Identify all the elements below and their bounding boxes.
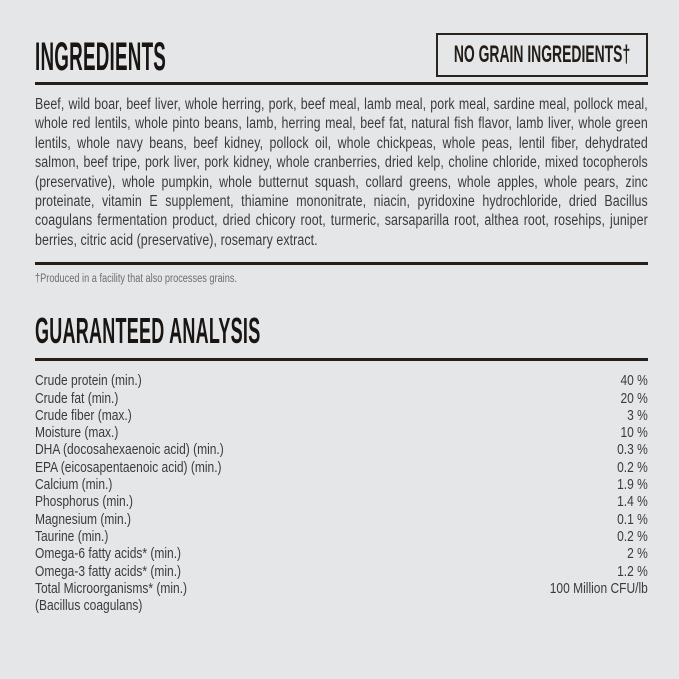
mid-divider <box>35 262 648 265</box>
analysis-row-value: 0.3 % <box>617 441 648 459</box>
analysis-row-value: 2 % <box>627 545 648 563</box>
analysis-row-label: Omega-3 fatty acids* (min.) <box>35 562 182 580</box>
analysis-divider <box>35 358 648 361</box>
analysis-row <box>35 580 648 597</box>
analysis-row <box>35 493 648 510</box>
analysis-row <box>35 528 648 545</box>
ingredients-header <box>35 33 648 78</box>
analysis-row <box>35 563 648 580</box>
analysis-row-label: Crude fiber (max.) <box>35 406 132 424</box>
analysis-row-value: 0.2 % <box>617 527 648 545</box>
analysis-row <box>35 459 648 476</box>
no-grain-badge <box>436 33 648 77</box>
analysis-row <box>35 545 648 562</box>
no-grain-badge-label: NO GRAIN INGREDIENTS† <box>453 41 631 68</box>
analysis-row-label: Crude fat (min.) <box>35 389 119 407</box>
analysis-row <box>35 407 648 424</box>
analysis-row <box>35 372 648 389</box>
analysis-row-value: 1.4 % <box>617 493 648 511</box>
analysis-row-label: Taurine (min.) <box>35 527 109 545</box>
analysis-row-value: 1.9 % <box>617 476 648 494</box>
analysis-row-label: Crude protein (min.) <box>35 372 142 390</box>
analysis-row-value: 10 % <box>620 424 648 442</box>
guaranteed-analysis-title: GUARANTEED ANALYSIS <box>35 310 261 352</box>
analysis-table <box>35 372 648 614</box>
grain-footnote: †Produced in a facility that also processes grains. <box>35 273 237 286</box>
analysis-row-value: 0.2 % <box>617 458 648 476</box>
analysis-row-label: Moisture (max.) <box>35 424 119 442</box>
analysis-row-value <box>438 597 647 614</box>
analysis-row-label: Phosphorus (min.) <box>35 493 134 511</box>
analysis-row-label: EPA (eicosapentaenoic acid) (min.) <box>35 458 222 476</box>
analysis-section <box>35 372 648 614</box>
analysis-row-label: DHA (docosahexaenoic acid) (min.) <box>35 441 224 459</box>
analysis-row <box>35 390 648 407</box>
ingredients-text: Beef, wild boar, beef liver, whole herring, pork, beef meal, lamb meal, pork meal, sardine meal, pollock meal, whole red lentils, whole pinto beans, lamb, herring meal, beef fat, natural fish flavor, lamb liver, whole green lentils, whole navy beans, beef kidney, pollock oil, whole chickpeas, whole peas, lentil fiber, dehydrated salmon, beef tripe, pork liver, pork kidney, whole cranberries, dried kelp, choline chloride, mixed tocopherols (preservative), whole pumpkin, whole butternut squash, collard greens, whole apples, whole pears, zinc proteinate, vitamin E supplement, thiamine mononitrate, niacin, pyridoxine hydrochloride, dried Bacillus coagulans fermentation product, dried chicory root, turmeric, sarsaparilla root, althea root, rosehips, juniper berries, citric acid (preservative), rosemary extract. <box>35 96 648 249</box>
analysis-row <box>35 511 648 528</box>
footnote-section <box>35 272 648 286</box>
analysis-row-label: (Bacillus coagulans) <box>35 597 143 615</box>
header-divider <box>35 82 648 85</box>
label-content <box>35 0 648 679</box>
analysis-row-value: 40 % <box>620 372 648 390</box>
analysis-row <box>35 424 648 441</box>
analysis-row-label: Total Microorganisms* (min.) <box>35 579 188 597</box>
ingredients-section <box>35 95 648 250</box>
analysis-row-value: 1.2 % <box>617 562 648 580</box>
analysis-row-label: Omega-6 fatty acids* (min.) <box>35 545 182 563</box>
analysis-row <box>35 476 648 493</box>
analysis-row-value: 0.1 % <box>617 510 648 528</box>
ingredients-title: INGREDIENTS <box>35 35 167 79</box>
analysis-row-label: Magnesium (min.) <box>35 510 132 528</box>
analysis-row <box>35 441 648 458</box>
analysis-row-value: 20 % <box>620 389 648 407</box>
analysis-row-value: 3 % <box>627 406 648 424</box>
analysis-row-value: 100 Million CFU/lb <box>549 579 648 597</box>
analysis-row <box>35 597 648 614</box>
analysis-row-label: Calcium (min.) <box>35 476 113 494</box>
